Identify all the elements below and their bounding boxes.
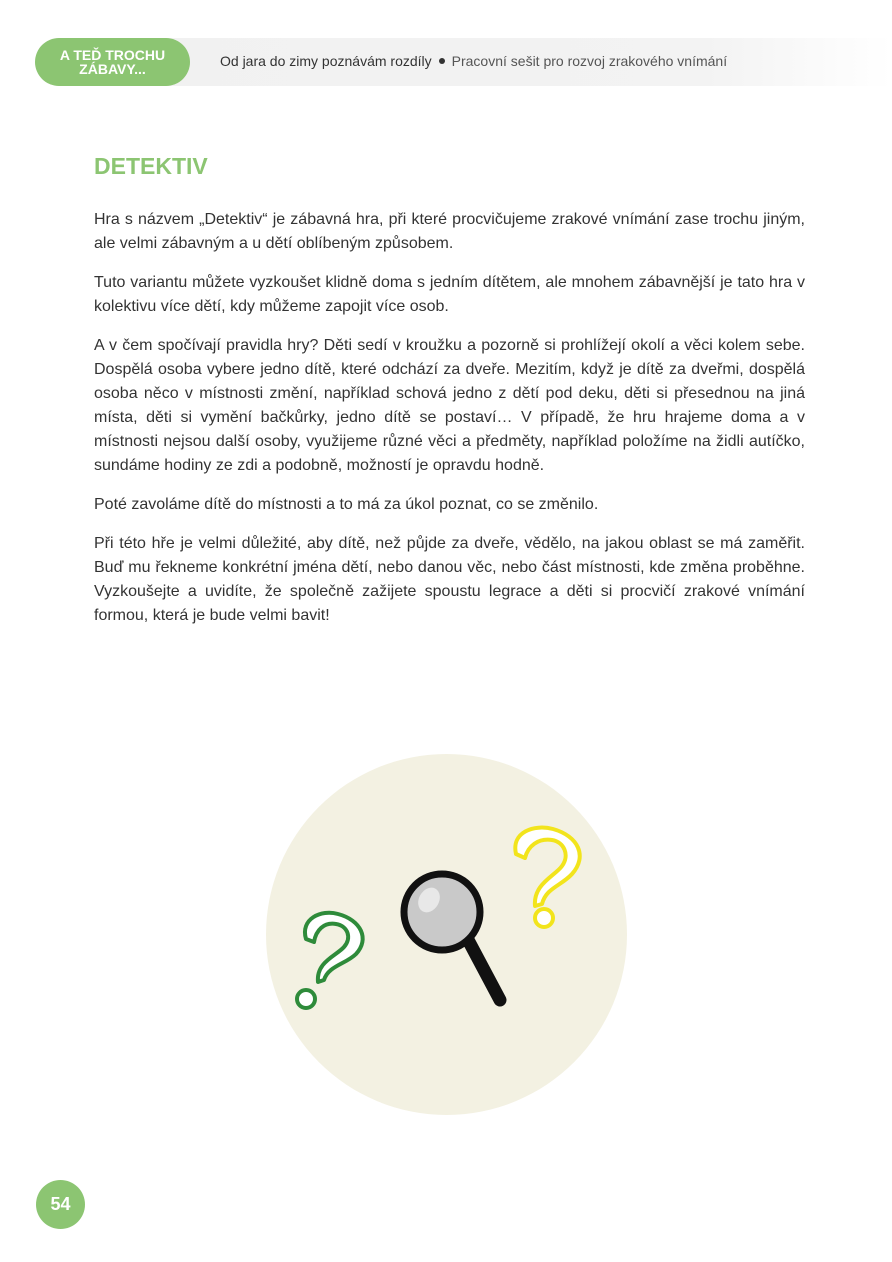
paragraph: Tuto variantu můžete vyzkoušet klidně doma s jedním dítětem, ale mnohem zábavnější je tato hra v kolektivu více dětí, kdy můžeme zapojit více osob. [94, 274, 805, 315]
illustration-svg [266, 754, 627, 1115]
bullet-separator [439, 58, 445, 64]
page-number: 54 [36, 1180, 85, 1229]
badge-line-2: ZÁBAVY... [79, 61, 146, 77]
running-header [220, 53, 727, 69]
paragraph: Poté zavoláme dítě do místnosti a to má za úkol poznat, co se změnilo. [94, 496, 599, 513]
detective-illustration [266, 754, 627, 1115]
paragraph: Hra s názvem „Detektiv“ je zábavná hra, při které procvičujeme zrakové vnímání zase trochu jiným, ale velmi zábavným a u dětí oblíbeným způsobem. [94, 211, 805, 252]
page-title: DETEKTIV [94, 153, 208, 179]
paragraph: Při této hře je velmi důležité, aby dítě, než půjde za dveře, vědělo, na jakou oblast se má zaměřit. Buď mu řekneme konkrétní jména dětí, nebo danou věc, nebo část místnosti, kde změna proběhne. Vyzkoušejte a uvidíte, že společně zažijete spoustu legrace a děti si procvičí zrakové vnímání formou, která je bude velmi bavit! [94, 535, 805, 624]
badge-line-1: A TEĎ TROCHU [59, 47, 166, 63]
paragraph: A v čem spočívají pravidla hry? Děti sedí v kroužku a pozorně si prohlížejí okolí a věci kolem sebe. Dospělá osoba vybere jedno dítě, které odchází za dveře. Mezitím, když je dítě za dveřmi, dospělá osoba něco v místnosti změní, například schová jedno z dětí pod deku, děti si přesednou na jiná místa, děti si vymění bačkůrky, jedno dítě se postaví… V případě, že hru hrajeme doma a v místnosti nejsou další osoby, využijeme různé věci a předměty, například položíme na židli autíčko, sundáme hodiny ze zdi a podobně, možností je opravdu hodně. [94, 337, 805, 474]
book-title: Od jara do zimy poznávám rozdíly [220, 53, 432, 69]
article-body [94, 208, 805, 643]
book-subtitle: Pracovní sešit pro rozvoj zrakového vnímání [451, 53, 728, 69]
section-badge [35, 38, 190, 86]
